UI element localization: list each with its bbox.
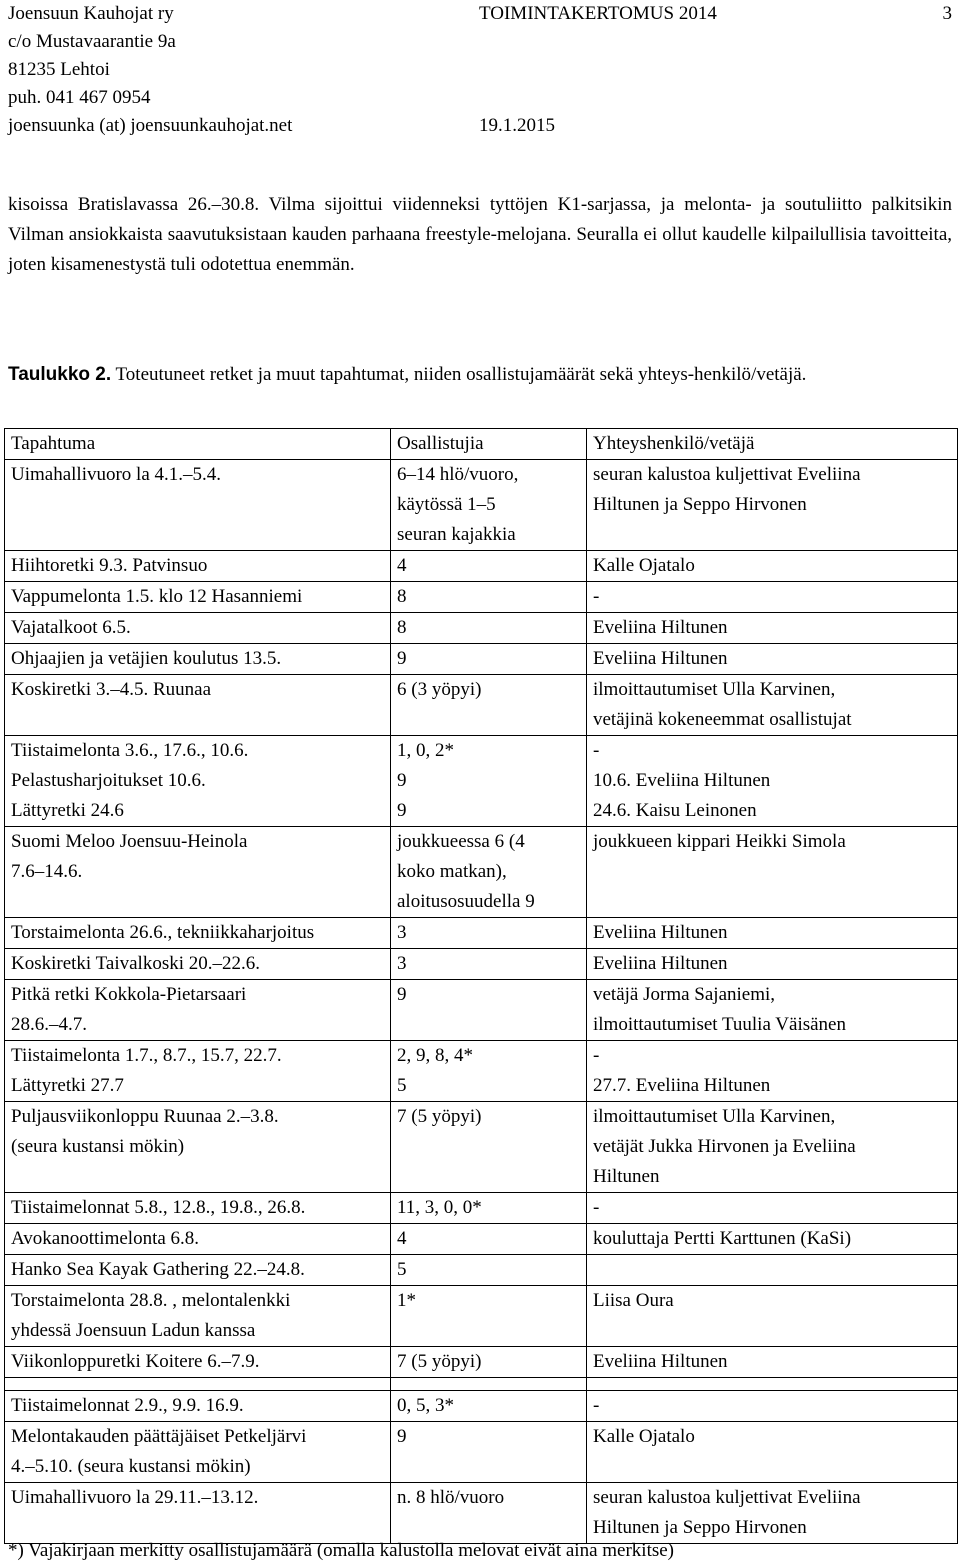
participants-cell: 0, 5, 3* (391, 1391, 587, 1422)
table-row (5, 1422, 958, 1483)
participants-cell: 11, 3, 0, 0* (391, 1193, 587, 1224)
contact-cell: kouluttaja Pertti Karttunen (KaSi) (587, 1224, 958, 1255)
org-email: joensuunka (at) joensuunkauhojat.net (8, 115, 293, 136)
table-row (5, 1102, 958, 1193)
participants-cell: 5 (391, 1255, 587, 1286)
contact-cell: - (587, 1391, 958, 1422)
contact-cell: Kalle Ojatalo (587, 1422, 958, 1483)
header-event: Tapahtuma (5, 429, 391, 460)
table-row (5, 644, 958, 675)
table-row (5, 1255, 958, 1286)
event-cell: Vajatalkoot 6.5. (5, 613, 391, 644)
event-cell: Puljausviikonloppu Ruunaa 2.–3.8. (seura kustansi mökin) (5, 1102, 391, 1193)
event-cell: Koskiretki 3.–4.5. Ruunaa (5, 675, 391, 736)
contact-cell: - 27.7. Eveliina Hiltunen (587, 1041, 958, 1102)
participants-cell: 6–14 hlö/vuoro, käytössä 1–5 seuran kajakkia (391, 460, 587, 551)
participants-cell: 7 (5 yöpyi) (391, 1347, 587, 1378)
document-title: TOIMINTAKERTOMUS 2014 (479, 3, 717, 24)
participants-cell: 9 (391, 1422, 587, 1483)
participants-cell: 3 (391, 918, 587, 949)
table-row (5, 1391, 958, 1422)
participants-cell: n. 8 hlö/vuoro (391, 1483, 587, 1544)
participants-cell: 8 (391, 582, 587, 613)
table-row (5, 582, 958, 613)
org-phone: puh. 041 467 0954 (8, 87, 151, 108)
event-cell: Tiistaimelonta 3.6., 17.6., 10.6. Pelastusharjoitukset 10.6. Lättyretki 24.6 (5, 736, 391, 827)
page-number: 3 (942, 3, 952, 24)
caption-label: Taulukko 2. (8, 364, 112, 385)
participants-cell: 6 (3 yöpyi) (391, 675, 587, 736)
contact-cell (587, 1255, 958, 1286)
org-address: c/o Mustavaarantie 9a (8, 31, 176, 52)
contact-cell: Eveliina Hiltunen (587, 918, 958, 949)
participants-cell: joukkueessa 6 (4 koko matkan), aloitusosuudella 9 (391, 827, 587, 918)
event-cell: Tiistaimelonnat 2.9., 9.9. 16.9. (5, 1391, 391, 1422)
contact-cell: joukkueen kippari Heikki Simola (587, 827, 958, 918)
event-cell: Ohjaajien ja vetäjien koulutus 13.5. (5, 644, 391, 675)
event-cell: Viikonloppuretki Koitere 6.–7.9. (5, 1347, 391, 1378)
table-header-row (5, 429, 958, 460)
contact-cell: - (587, 582, 958, 613)
contact-cell (587, 1378, 958, 1391)
participants-cell: 9 (391, 980, 587, 1041)
event-cell: Avokanoottimelonta 6.8. (5, 1224, 391, 1255)
participants-cell: 9 (391, 644, 587, 675)
events-table (4, 428, 958, 1544)
table-row (5, 1347, 958, 1378)
participants-cell: 1, 0, 2* 9 9 (391, 736, 587, 827)
org-postal: 81235 Lehtoi (8, 59, 110, 80)
participants-cell: 2, 9, 8, 4* 5 (391, 1041, 587, 1102)
participants-cell: 3 (391, 949, 587, 980)
event-cell (5, 1378, 391, 1391)
contact-cell: - 10.6. Eveliina Hiltunen 24.6. Kaisu Leinonen (587, 736, 958, 827)
contact-cell: Eveliina Hiltunen (587, 644, 958, 675)
document-date: 19.1.2015 (479, 115, 555, 136)
event-cell: Tiistaimelonta 1.7., 8.7., 15.7, 22.7. Lättyretki 27.7 (5, 1041, 391, 1102)
event-cell: Torstaimelonta 26.6., tekniikkaharjoitus (5, 918, 391, 949)
event-cell: Torstaimelonta 28.8. , melontalenkki yhdessä Joensuun Ladun kanssa (5, 1286, 391, 1347)
event-cell: Hiihtoretki 9.3. Patvinsuo (5, 551, 391, 582)
table-row (5, 980, 958, 1041)
contact-cell: Liisa Oura (587, 1286, 958, 1347)
page-header (8, 0, 952, 140)
participants-cell: 1* (391, 1286, 587, 1347)
contact-cell: ilmoittautumiset Ulla Karvinen, vetäjät Jukka Hirvonen ja Eveliina Hiltunen (587, 1102, 958, 1193)
event-cell: Uimahallivuoro la 4.1.–5.4. (5, 460, 391, 551)
table-row (5, 918, 958, 949)
table-row (5, 551, 958, 582)
table-row (5, 736, 958, 827)
participants-cell: 7 (5 yöpyi) (391, 1102, 587, 1193)
table-row (5, 613, 958, 644)
table-row (5, 1286, 958, 1347)
table-row (5, 1483, 958, 1544)
participants-cell (391, 1378, 587, 1391)
participants-cell: 4 (391, 551, 587, 582)
event-cell: Tiistaimelonnat 5.8., 12.8., 19.8., 26.8. (5, 1193, 391, 1224)
table-row (5, 1041, 958, 1102)
table-row (5, 1193, 958, 1224)
contact-cell: Eveliina Hiltunen (587, 949, 958, 980)
table-caption (8, 360, 952, 390)
event-cell: Uimahallivuoro la 29.11.–13.12. (5, 1483, 391, 1544)
event-cell: Koskiretki Taivalkoski 20.–22.6. (5, 949, 391, 980)
contact-cell: - (587, 1193, 958, 1224)
event-cell: Melontakauden päättäjäiset Petkeljärvi 4.–5.10. (seura kustansi mökin) (5, 1422, 391, 1483)
contact-cell: ilmoittautumiset Ulla Karvinen, vetäjinä kokeneemmat osallistujat (587, 675, 958, 736)
contact-cell: Eveliina Hiltunen (587, 613, 958, 644)
table-row (5, 460, 958, 551)
contact-cell: seuran kalustoa kuljettivat Eveliina Hiltunen ja Seppo Hirvonen (587, 460, 958, 551)
event-cell: Suomi Meloo Joensuu-Heinola 7.6–14.6. (5, 827, 391, 918)
table-row (5, 675, 958, 736)
event-cell: Pitkä retki Kokkola-Pietarsaari 28.6.–4.7. (5, 980, 391, 1041)
participants-cell: 4 (391, 1224, 587, 1255)
org-name: Joensuun Kauhojat ry (8, 3, 174, 24)
table-row (5, 1224, 958, 1255)
table-row (5, 827, 958, 918)
contact-cell: Kalle Ojatalo (587, 551, 958, 582)
event-cell: Vappumelonta 1.5. klo 12 Hasanniemi (5, 582, 391, 613)
table-row (5, 1378, 958, 1391)
event-cell: Hanko Sea Kayak Gathering 22.–24.8. (5, 1255, 391, 1286)
footnote: *) Vajakirjaan merkitty osallistujamäärä (omalla kalustolla melovat eivät aina merkitse) (8, 1540, 675, 1561)
header-contact: Yhteyshenkilö/vetäjä (587, 429, 958, 460)
participants-cell: 8 (391, 613, 587, 644)
table-row (5, 949, 958, 980)
contact-cell: Eveliina Hiltunen (587, 1347, 958, 1378)
caption-text: Toteutuneet retket ja muut tapahtumat, niiden osallistujamäärät sekä yhteys-henkilö/vetäjä. (111, 364, 807, 385)
contact-cell: seuran kalustoa kuljettivat Eveliina Hiltunen ja Seppo Hirvonen (587, 1483, 958, 1544)
body-paragraph: kisoissa Bratislavassa 26.–30.8. Vilma sijoittui viidenneksi tyttöjen K1-sarjassa, ja melonta- ja soutuliitto palkitsikin Vilman ansiokkaista saavutuksistaan kauden parhaana freestyle-melojana. Seuralla ei ollut kaudelle kilpailullisia tavoitteita, joten kisamenestystä tuli odotettua enemmän. (8, 194, 952, 275)
contact-cell: vetäjä Jorma Sajaniemi, ilmoittautumiset Tuulia Väisänen (587, 980, 958, 1041)
header-participants: Osallistujia (391, 429, 587, 460)
